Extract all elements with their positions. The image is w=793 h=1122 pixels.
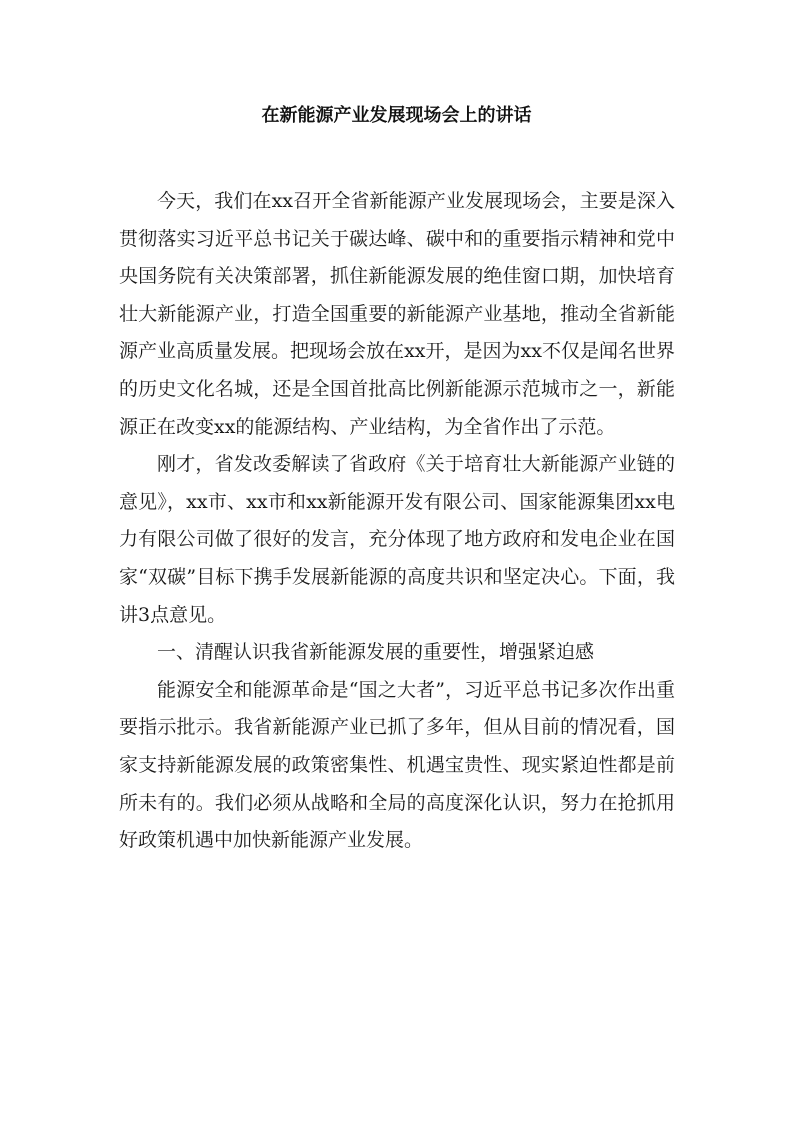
- section-heading-1: 一、清醒认识我省新能源发展的重要性，增强紧迫感: [157, 641, 595, 664]
- paragraph-opening: 今天，我们在xx召开全省新能源产业发展现场会，主要是深入贯彻落实习近平总书记关于碳达峰、碳中和的重要指示精神和党中央国务院有关决策部署，抓住新能源发展的绝佳窗口期，加快培育壮大新能源产业，打造全国重要的新能源产业基地，推动全省新能源产业高质量发展。把现场会放在xx开，是因为xx不仅是闻名世界的历史文化名城，还是全国首批高比例新能源示范城市之一，新能源正在改变xx的能源结构、产业结构，为全省作出了示范。: [119, 190, 675, 438]
- paragraph-section-1: 能源安全和能源革命是“国之大者”，习近平总书记多次作出重要指示批示。我省新能源产业已抓了多年，但从目前的情况看，国家支持新能源发展的政策密集性、机遇宝贵性、现实紧迫性都是前所未有的。我们必须从战略和全局的高度深化认识，努力在抢抓用好政策机遇中加快新能源产业发展。: [119, 678, 675, 852]
- document-title: 在新能源产业发展现场会上的讲话: [261, 105, 532, 126]
- document-body: [119, 183, 675, 860]
- paragraph-remarks: 刚才，省发改委解读了省政府《关于培育壮大新能源产业链的意见》，xx市、xx市和xx新能源开发有限公司、国家能源集团xx电力有限公司做了很好的发言，充分体现了地方政府和发电企业在国家“双碳”目标下携手发展新能源的高度共识和坚定决心。下面，我讲3点意见。: [119, 453, 675, 626]
